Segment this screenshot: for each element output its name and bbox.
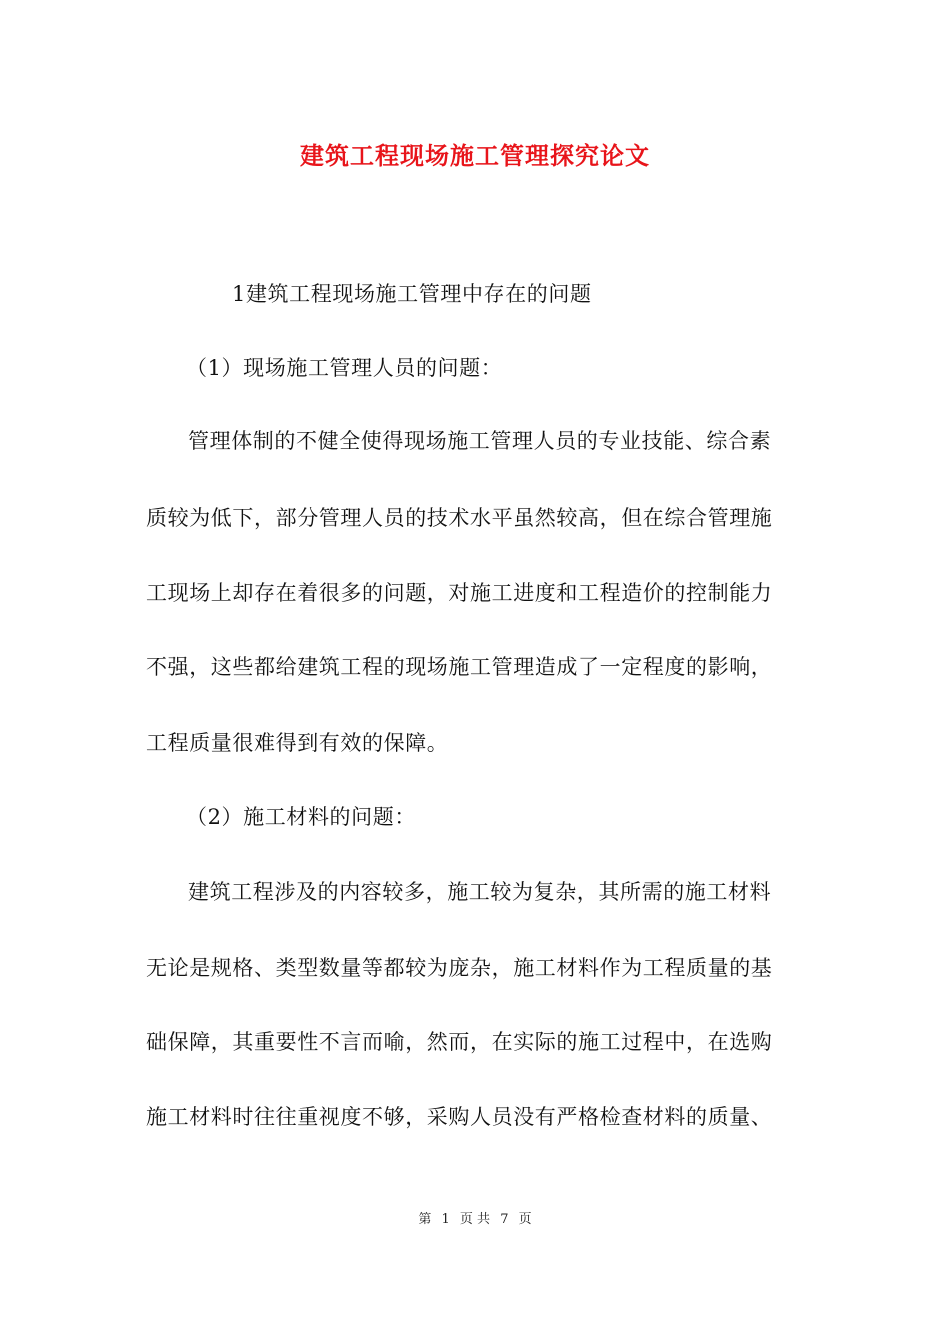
- paragraph-line: 管理体制的不健全使得现场施工管理人员的专业技能、综合素: [188, 429, 772, 453]
- page-footer: [0, 1208, 950, 1227]
- section-heading: 1建筑工程现场施工管理中存在的问题: [232, 282, 592, 306]
- document-title: 建筑工程现场施工管理探究论文: [300, 141, 650, 170]
- subsection-heading: （2）施工材料的问题：: [186, 805, 416, 829]
- footer-mid: 页 共: [459, 1212, 491, 1227]
- paragraph-line: 础保障，其重要性不言而喻，然而，在实际的施工过程中，在选购: [146, 1030, 773, 1054]
- footer-total-pages: 7: [500, 1212, 509, 1227]
- paragraph-line: 工程质量很难得到有效的保障。: [146, 731, 449, 755]
- paragraph-line: 工现场上却存在着很多的问题，对施工进度和工程造价的控制能力: [146, 581, 773, 605]
- paragraph-line: 质较为低下，部分管理人员的技术水平虽然较高，但在综合管理施: [146, 506, 773, 530]
- footer-suffix: 页: [518, 1212, 532, 1227]
- paragraph-line: 无论是规格、类型数量等都较为庞杂，施工材料作为工程质量的基: [146, 956, 773, 980]
- paragraph-line: 施工材料时往往重视度不够，采购人员没有严格检查材料的质量、: [146, 1105, 773, 1129]
- paragraph-line: 建筑工程涉及的内容较多，施工较为复杂，其所需的施工材料: [188, 880, 772, 904]
- paragraph-line: 不强，这些都给建筑工程的现场施工管理造成了一定程度的影响，: [146, 655, 773, 679]
- subsection-heading: （1）现场施工管理人员的问题：: [186, 356, 503, 380]
- footer-current-page: 1: [441, 1212, 450, 1227]
- footer-prefix: 第: [418, 1212, 432, 1227]
